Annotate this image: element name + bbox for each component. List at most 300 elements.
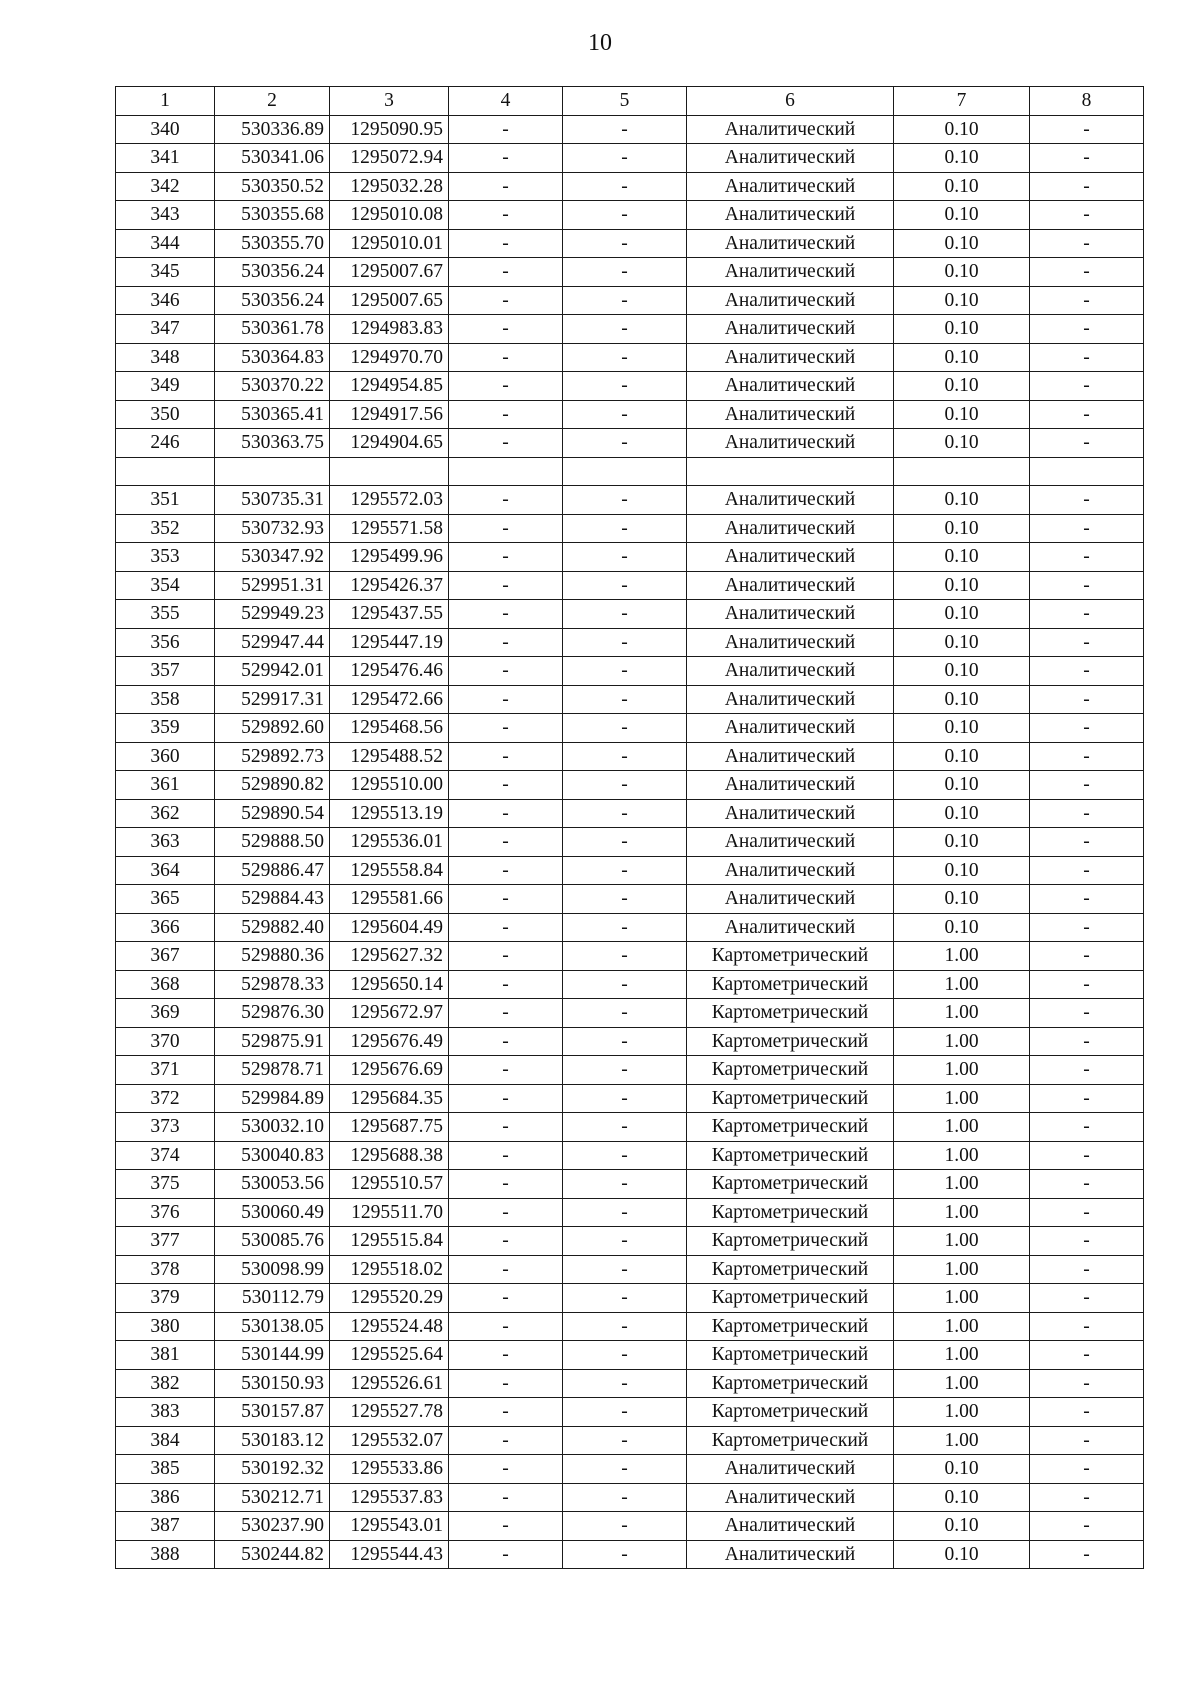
cell-col8: - [1030,856,1144,885]
cell-method: Аналитический [687,343,894,372]
cell-accuracy: 0.10 [894,343,1030,372]
cell-col5: - [563,1540,687,1569]
header-cell-y-coordinate: 3 [330,87,449,116]
cell-y-coordinate: 1295571.58 [330,514,449,543]
cell-point-number: 348 [116,343,215,372]
cell-col8: - [1030,343,1144,372]
cell-x-coordinate: 530370.22 [215,372,330,401]
table-row [116,1398,1144,1427]
cell-method: Аналитический [687,571,894,600]
table-row [116,115,1144,144]
table-row [116,1198,1144,1227]
cell-method: Картометрический [687,1341,894,1370]
cell-col8: - [1030,115,1144,144]
cell-col8: - [1030,1398,1144,1427]
cell-x-coordinate: 530032.10 [215,1113,330,1142]
cell-col5: - [563,315,687,344]
cell-accuracy: 0.10 [894,1512,1030,1541]
cell-col4: - [449,885,563,914]
cell-col4: - [449,1227,563,1256]
cell-col8: - [1030,885,1144,914]
cell-x-coordinate: 530060.49 [215,1198,330,1227]
cell-col5: - [563,172,687,201]
cell-point-number: 377 [116,1227,215,1256]
cell-method: Картометрический [687,1198,894,1227]
cell-col5: - [563,628,687,657]
cell-x-coordinate: 530085.76 [215,1227,330,1256]
page-number: 10 [588,30,612,56]
cell-method: Аналитический [687,657,894,686]
cell-col8: - [1030,486,1144,515]
cell-col8: - [1030,628,1144,657]
cell-accuracy: 1.00 [894,1369,1030,1398]
cell-method: Картометрический [687,1170,894,1199]
cell-col5: - [563,1198,687,1227]
cell-y-coordinate: 1295627.32 [330,942,449,971]
cell-col8: - [1030,372,1144,401]
table-row [116,172,1144,201]
table-row [116,1369,1144,1398]
cell-col4: - [449,1113,563,1142]
cell-col4: - [449,856,563,885]
cell-point-number: 386 [116,1483,215,1512]
cell-col8: - [1030,1255,1144,1284]
cell-col5: - [563,942,687,971]
cell-col8: - [1030,1483,1144,1512]
cell-col5: - [563,286,687,315]
cell-col8: - [1030,571,1144,600]
cell-method: Аналитический [687,1512,894,1541]
cell-point-number: 365 [116,885,215,914]
cell-y-coordinate: 1295437.55 [330,600,449,629]
cell-col5: - [563,1056,687,1085]
cell-x-coordinate: 530732.93 [215,514,330,543]
cell-accuracy: 1.00 [894,970,1030,999]
cell-accuracy: 1.00 [894,1227,1030,1256]
cell-method: Аналитический [687,229,894,258]
cell-x-coordinate: 530341.06 [215,144,330,173]
cell-y-coordinate: 1295518.02 [330,1255,449,1284]
table-row [116,514,1144,543]
cell-col8: - [1030,828,1144,857]
cell-x-coordinate: 530361.78 [215,315,330,344]
cell-y-coordinate: 1295533.86 [330,1455,449,1484]
cell-x-coordinate: 529917.31 [215,685,330,714]
table-row [116,685,1144,714]
cell-x-coordinate: 530363.75 [215,429,330,458]
cell-x-coordinate: 529875.91 [215,1027,330,1056]
cell-col4: - [449,1312,563,1341]
cell-col4: - [449,543,563,572]
cell-method: Картометрический [687,970,894,999]
cell-col8: - [1030,1227,1144,1256]
cell-col4: - [449,1255,563,1284]
cell-col8: - [1030,258,1144,287]
cell-col8: - [1030,229,1144,258]
table-row [116,1255,1144,1284]
table-row [116,286,1144,315]
cell-col4: - [449,970,563,999]
cell-col5: - [563,1027,687,1056]
cell-col4: - [449,486,563,515]
cell-col4: - [449,144,563,173]
cell-col5: - [563,714,687,743]
cell-col5: - [563,514,687,543]
cell-col5: - [563,1227,687,1256]
cell-col5: - [563,1084,687,1113]
cell-accuracy: 1.00 [894,1341,1030,1370]
cell-point-number: 381 [116,1341,215,1370]
cell-col8: - [1030,400,1144,429]
header-cell-point-number: 1 [116,87,215,116]
cell-x-coordinate: 530112.79 [215,1284,330,1313]
cell-point-number: 361 [116,771,215,800]
cell-y-coordinate: 1295687.75 [330,1113,449,1142]
cell-y-coordinate [330,457,449,486]
table-row [116,1113,1144,1142]
cell-x-coordinate: 530183.12 [215,1426,330,1455]
cell-method: Аналитический [687,201,894,230]
cell-method: Картометрический [687,1398,894,1427]
cell-point-number: 344 [116,229,215,258]
cell-col8: - [1030,657,1144,686]
cell-x-coordinate: 530365.41 [215,400,330,429]
cell-method: Аналитический [687,913,894,942]
cell-method: Аналитический [687,628,894,657]
cell-accuracy: 0.10 [894,1540,1030,1569]
cell-col8: - [1030,1284,1144,1313]
table-row [116,315,1144,344]
cell-col5: - [563,1398,687,1427]
cell-col8 [1030,457,1144,486]
cell-accuracy: 1.00 [894,1084,1030,1113]
cell-point-number: 349 [116,372,215,401]
cell-x-coordinate: 529882.40 [215,913,330,942]
table-row [116,799,1144,828]
cell-col4: - [449,229,563,258]
cell-col8: - [1030,1113,1144,1142]
cell-method: Аналитический [687,486,894,515]
cell-y-coordinate: 1295676.69 [330,1056,449,1085]
cell-col5: - [563,543,687,572]
cell-y-coordinate: 1295447.19 [330,628,449,657]
cell-x-coordinate: 530364.83 [215,343,330,372]
cell-col8: - [1030,942,1144,971]
cell-col5 [563,457,687,486]
cell-col5: - [563,1312,687,1341]
cell-accuracy: 0.10 [894,400,1030,429]
table-row [116,201,1144,230]
cell-point-number: 357 [116,657,215,686]
cell-point-number: 375 [116,1170,215,1199]
cell-x-coordinate: 530144.99 [215,1341,330,1370]
cell-x-coordinate: 530356.24 [215,286,330,315]
cell-col8: - [1030,1084,1144,1113]
cell-col4: - [449,372,563,401]
cell-col4: - [449,742,563,771]
cell-point-number: 362 [116,799,215,828]
cell-accuracy: 0.10 [894,286,1030,315]
cell-method: Картометрический [687,1227,894,1256]
cell-col8: - [1030,315,1144,344]
cell-method: Аналитический [687,543,894,572]
cell-point-number: 340 [116,115,215,144]
cell-accuracy [894,457,1030,486]
cell-x-coordinate: 529890.82 [215,771,330,800]
coordinates-table [115,86,1144,1569]
cell-col4: - [449,628,563,657]
cell-point-number [116,457,215,486]
cell-col8: - [1030,600,1144,629]
cell-col4: - [449,913,563,942]
cell-accuracy: 1.00 [894,1056,1030,1085]
table-row [116,343,1144,372]
cell-y-coordinate: 1295537.83 [330,1483,449,1512]
table-row [116,742,1144,771]
cell-col4: - [449,771,563,800]
cell-point-number: 372 [116,1084,215,1113]
cell-accuracy: 1.00 [894,1027,1030,1056]
cell-method: Аналитический [687,514,894,543]
cell-y-coordinate: 1295532.07 [330,1426,449,1455]
table-row [116,1341,1144,1370]
cell-method: Картометрический [687,1369,894,1398]
cell-y-coordinate: 1295090.95 [330,115,449,144]
cell-point-number: 356 [116,628,215,657]
cell-x-coordinate: 530735.31 [215,486,330,515]
cell-col5: - [563,1284,687,1313]
cell-point-number: 364 [116,856,215,885]
cell-method: Аналитический [687,1540,894,1569]
cell-col8: - [1030,1170,1144,1199]
cell-col4 [449,457,563,486]
cell-col4: - [449,1170,563,1199]
cell-col5: - [563,771,687,800]
table-row [116,1312,1144,1341]
cell-y-coordinate: 1295499.96 [330,543,449,572]
cell-col5: - [563,1369,687,1398]
cell-method: Картометрический [687,1312,894,1341]
table-row [116,628,1144,657]
cell-accuracy: 1.00 [894,1141,1030,1170]
cell-col8: - [1030,1540,1144,1569]
cell-y-coordinate: 1295525.64 [330,1341,449,1370]
cell-y-coordinate: 1294970.70 [330,343,449,372]
cell-method: Картометрический [687,1426,894,1455]
cell-point-number: 368 [116,970,215,999]
cell-col8: - [1030,913,1144,942]
cell-point-number: 343 [116,201,215,230]
cell-point-number: 387 [116,1512,215,1541]
cell-accuracy: 1.00 [894,1255,1030,1284]
cell-accuracy: 0.10 [894,600,1030,629]
cell-col8: - [1030,742,1144,771]
cell-y-coordinate: 1295007.67 [330,258,449,287]
cell-method: Картометрический [687,1141,894,1170]
cell-point-number: 353 [116,543,215,572]
table-row [116,543,1144,572]
cell-y-coordinate: 1295426.37 [330,571,449,600]
cell-accuracy: 0.10 [894,372,1030,401]
cell-method: Аналитический [687,1455,894,1484]
cell-x-coordinate: 530347.92 [215,543,330,572]
table-row [116,1426,1144,1455]
cell-col8: - [1030,1369,1144,1398]
cell-col4: - [449,429,563,458]
cell-col4: - [449,1341,563,1370]
cell-y-coordinate: 1295650.14 [330,970,449,999]
cell-method: Аналитический [687,286,894,315]
cell-point-number: 380 [116,1312,215,1341]
cell-method: Картометрический [687,942,894,971]
header-cell-col5: 5 [563,87,687,116]
cell-method: Аналитический [687,1483,894,1512]
cell-col8: - [1030,1341,1144,1370]
table-row [116,657,1144,686]
cell-col4: - [449,828,563,857]
cell-y-coordinate: 1295010.01 [330,229,449,258]
cell-col5: - [563,1483,687,1512]
cell-col4: - [449,1141,563,1170]
cell-y-coordinate: 1295032.28 [330,172,449,201]
cell-y-coordinate: 1295581.66 [330,885,449,914]
cell-col4: - [449,115,563,144]
table-row [116,1540,1144,1569]
cell-accuracy: 0.10 [894,1483,1030,1512]
cell-point-number: 350 [116,400,215,429]
cell-accuracy: 0.10 [894,201,1030,230]
cell-point-number: 373 [116,1113,215,1142]
cell-col4: - [449,1398,563,1427]
cell-point-number: 383 [116,1398,215,1427]
cell-accuracy: 0.10 [894,771,1030,800]
cell-y-coordinate: 1295688.38 [330,1141,449,1170]
table-row [116,258,1144,287]
cell-y-coordinate: 1295672.97 [330,999,449,1028]
cell-col4: - [449,1084,563,1113]
cell-col4: - [449,1027,563,1056]
cell-point-number: 359 [116,714,215,743]
cell-y-coordinate: 1295572.03 [330,486,449,515]
cell-y-coordinate: 1295604.49 [330,913,449,942]
table-row [116,1084,1144,1113]
cell-accuracy: 0.10 [894,714,1030,743]
cell-x-coordinate: 530138.05 [215,1312,330,1341]
cell-col4: - [449,514,563,543]
cell-col4: - [449,1483,563,1512]
cell-col8: - [1030,799,1144,828]
cell-accuracy: 0.10 [894,315,1030,344]
cell-accuracy: 0.10 [894,571,1030,600]
cell-col8: - [1030,1027,1144,1056]
cell-x-coordinate: 530098.99 [215,1255,330,1284]
cell-y-coordinate: 1295544.43 [330,1540,449,1569]
cell-accuracy: 0.10 [894,628,1030,657]
table-row [116,970,1144,999]
cell-col5: - [563,400,687,429]
cell-point-number: 376 [116,1198,215,1227]
table-row [116,1512,1144,1541]
table-header [116,87,1144,116]
cell-method: Картометрический [687,1113,894,1142]
cell-x-coordinate: 529947.44 [215,628,330,657]
cell-y-coordinate: 1295007.65 [330,286,449,315]
table-body [116,115,1144,1569]
table-row [116,771,1144,800]
header-cell-col4: 4 [449,87,563,116]
cell-col8: - [1030,1455,1144,1484]
cell-col5: - [563,1141,687,1170]
cell-col8: - [1030,1198,1144,1227]
cell-point-number: 351 [116,486,215,515]
cell-y-coordinate: 1295524.48 [330,1312,449,1341]
cell-col4: - [449,1540,563,1569]
cell-point-number: 369 [116,999,215,1028]
cell-col5: - [563,1113,687,1142]
cell-col5: - [563,856,687,885]
cell-col4: - [449,343,563,372]
table-row [116,1455,1144,1484]
cell-col8: - [1030,685,1144,714]
cell-accuracy: 1.00 [894,942,1030,971]
cell-x-coordinate: 530336.89 [215,115,330,144]
cell-x-coordinate: 529884.43 [215,885,330,914]
cell-y-coordinate: 1295010.08 [330,201,449,230]
cell-point-number: 384 [116,1426,215,1455]
table-row [116,828,1144,857]
cell-col4: - [449,714,563,743]
cell-method: Аналитический [687,799,894,828]
cell-accuracy: 1.00 [894,1113,1030,1142]
cell-accuracy: 0.10 [894,258,1030,287]
cell-col5: - [563,1426,687,1455]
cell-y-coordinate: 1294954.85 [330,372,449,401]
cell-method: Аналитический [687,172,894,201]
cell-accuracy: 1.00 [894,1426,1030,1455]
cell-method: Аналитический [687,771,894,800]
cell-method: Аналитический [687,685,894,714]
cell-col8: - [1030,543,1144,572]
table-row [116,913,1144,942]
cell-point-number: 355 [116,600,215,629]
cell-point-number: 366 [116,913,215,942]
cell-accuracy: 1.00 [894,1170,1030,1199]
cell-col8: - [1030,172,1144,201]
cell-point-number: 358 [116,685,215,714]
cell-col5: - [563,970,687,999]
table-row [116,457,1144,486]
cell-col8: - [1030,201,1144,230]
cell-accuracy: 0.10 [894,229,1030,258]
cell-col4: - [449,1426,563,1455]
cell-point-number: 388 [116,1540,215,1569]
cell-x-coordinate: 530157.87 [215,1398,330,1427]
cell-point-number: 352 [116,514,215,543]
table-row [116,144,1144,173]
cell-accuracy: 0.10 [894,657,1030,686]
cell-x-coordinate: 529886.47 [215,856,330,885]
cell-col5: - [563,1170,687,1199]
cell-col4: - [449,657,563,686]
table-row [116,1170,1144,1199]
cell-col5: - [563,828,687,857]
cell-point-number: 374 [116,1141,215,1170]
cell-x-coordinate: 530237.90 [215,1512,330,1541]
cell-x-coordinate: 529880.36 [215,942,330,971]
cell-col8: - [1030,514,1144,543]
cell-accuracy: 0.10 [894,799,1030,828]
table-row [116,1056,1144,1085]
